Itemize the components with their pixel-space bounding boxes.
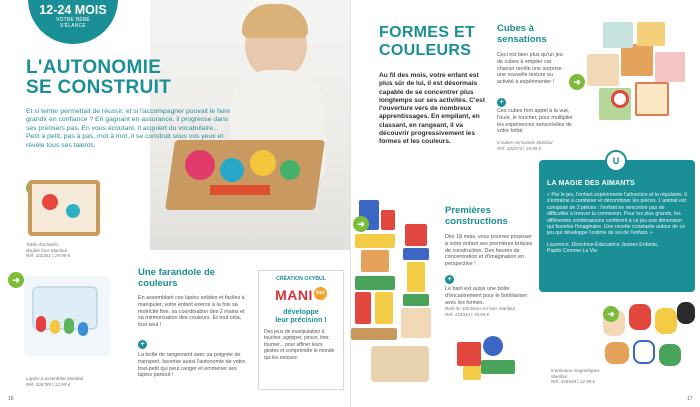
caption-line-1: Baril de 100 blocs en bois Manibul <box>445 306 515 311</box>
page-number: 16 <box>8 396 14 402</box>
caption-line-1: 8 cubes sensoriels Manibul <box>497 140 553 145</box>
farandole-title <box>138 268 253 289</box>
caption-ref: Réf. 326789 | 12,99 € <box>26 381 71 387</box>
creation-label: CRÉATION OXYBUL <box>276 276 326 282</box>
caption-ref: Réf. 332261 | 29,99 € <box>26 253 71 259</box>
constructions-title <box>445 206 535 227</box>
intro-text: Et si tenter permettait de réussir, et si l'accompagner pouvait le faire grandir en confiance ? En gagnant en assurance, il progresse dans ses premiers pas. En vous écoutant, il acquiert du vocabulaire... Petit à petit, pas à pas, mot à mot, il se construit sous vos yeux et révèle tous ses talents. <box>26 108 231 149</box>
activity-table-caption <box>26 242 126 259</box>
caption-ref: Réf. 334548 | 12,99 € <box>551 379 596 385</box>
cubes-plus-text: Ces cubes font appel à la vue, l'ouïe, le toucher, pour multiplier les expériences sensorielles de votre bébé. <box>497 108 573 135</box>
rabbits-caption <box>26 376 126 387</box>
manibul-box <box>258 270 344 390</box>
arrow-icon[interactable]: ➜ <box>569 74 585 90</box>
title-line-1: FORMES ET <box>379 24 476 41</box>
caption-line-2: Manibul <box>551 373 568 379</box>
title-line-2: sensations <box>497 33 547 45</box>
title-line-1: Une farandole de <box>138 267 216 278</box>
constructions-plus-text: Le baril est aussi une boîte d'encastrement pour le familiariser avec les formes. <box>445 286 528 306</box>
title-line-1: L'AUTONOMIE <box>26 57 162 78</box>
farandole-text: En assemblant ces lapins solides et faciles à manipuler, votre enfant exerce à la fois sa motricité fine, sa coordination des 2 mains et sa mémorisation des couleurs. Et tout cela, tout seul ! <box>138 295 245 329</box>
caption-line-1: Lapins à assembler Manibul <box>26 376 84 381</box>
title-line-2: couleurs <box>138 277 178 289</box>
title-line-1: Premières <box>445 205 491 216</box>
title-line-2: constructions <box>445 215 508 227</box>
blocks-caption <box>445 306 540 317</box>
magic-quote: « Par le jeu, l'enfant expérimente l'attraction et la répulsion. Il s'entraîne à combiner et décombiner les pièces. L'animal est composé de 2 pièces : l'enfant ne rencontre pas de difficultés à trouver la connexion. Pour les plus grands, les différentes combinaisons confèrent à ce jeu une dimension qui favorise l'imaginaire. Une recette constante autour de ce jeu qui développe l'estime de soi de l'enfant. » <box>547 192 687 237</box>
age-badge <box>28 0 118 44</box>
sensory-cubes-image <box>583 22 693 142</box>
intro-text: Au fil des mois, votre enfant est plus sûr de lui, il est désormais capable de se concentrer plus longtemps sur ses activités. C'est l'ouverture vers de nombreux apprentissages. En empilant, en classant, en rangeant, il va découvrir progressivement les formes et les couleurs. <box>379 72 486 146</box>
arrow-icon[interactable]: ➜ <box>603 306 619 322</box>
caption-line-1: Table d'activités <box>26 242 59 247</box>
rabbits-box-image <box>24 276 110 356</box>
page-title <box>379 24 489 60</box>
tagline-line-2: leur précision ! <box>275 314 327 324</box>
cubes-caption <box>497 140 587 151</box>
mani-logo-text: MANI <box>275 286 313 303</box>
caption-line-2: double face Manibul <box>26 247 68 253</box>
age-range: 12-24 MOIS <box>39 3 107 17</box>
page-number: 17 <box>687 396 693 402</box>
magic-title: LA MAGIE DES AIMANTS <box>547 180 635 187</box>
constructions-text: Dès 18 mois, vous pourrez proposer à votre enfant ses premières briques de construction. Des heures de concentration et d'imagination en perspective ! <box>445 234 533 268</box>
arrow-icon[interactable]: ➜ <box>353 216 369 232</box>
magnets-box <box>539 155 695 292</box>
mani-logo <box>264 287 338 305</box>
arrow-icon[interactable]: ➜ <box>8 272 24 288</box>
age-subtitle-2: S'ÉLANCE <box>60 23 86 29</box>
magic-author-2: Papilo Comme La Vie <box>547 248 598 255</box>
title-line-2: COULEURS <box>379 42 472 59</box>
animals-caption <box>551 368 621 385</box>
page-title <box>26 58 186 98</box>
blocks-small-image <box>451 316 521 380</box>
magnet-icon: ∪ <box>605 150 627 172</box>
plus-icon: + <box>445 275 454 284</box>
right-page <box>350 0 700 407</box>
caption-ref: Réf. 332073 | 19,99 € <box>497 145 542 151</box>
farandole-plus-text: La boîte de rangement avec sa poignée de transport, favorise aussi l'autonomie de votre tout-petit qui peut ranger et emmener ses lapins partout ! <box>138 352 246 379</box>
activity-table-image <box>28 180 100 236</box>
age-subtitle-1: VOTRE BÉBÉ <box>56 17 90 23</box>
plus-icon: + <box>497 98 506 107</box>
plus-icon: + <box>138 340 147 349</box>
caption-ref: Réf. 334343 | 19,99 € <box>445 311 490 317</box>
cubes-title <box>497 24 567 45</box>
tagline-line-1: développe <box>283 306 319 316</box>
cubes-text: Ceci est bien plus qu'un jeu de cubes à empiler car chacun recèle une surprise : une nouvelle texture ou activité à expérimenter ! <box>497 52 565 86</box>
magic-author: Laurence, Directrice-Éducatrice Jeunes Enfants, <box>547 241 659 248</box>
mani-logo-badge: bul <box>314 287 327 300</box>
caption-line-1: 8 animaux magnétiques <box>551 368 600 373</box>
mani-text: Des jeux de manipulation à toucher, agripper, pincer, tirer, tourner... pour affiner leurs gestes et comprendre le monde qui les entoure. <box>264 329 335 361</box>
mani-tagline <box>264 308 338 324</box>
title-line-2: SE CONSTRUIT <box>26 77 172 98</box>
title-line-1: Cubes à <box>497 23 534 34</box>
